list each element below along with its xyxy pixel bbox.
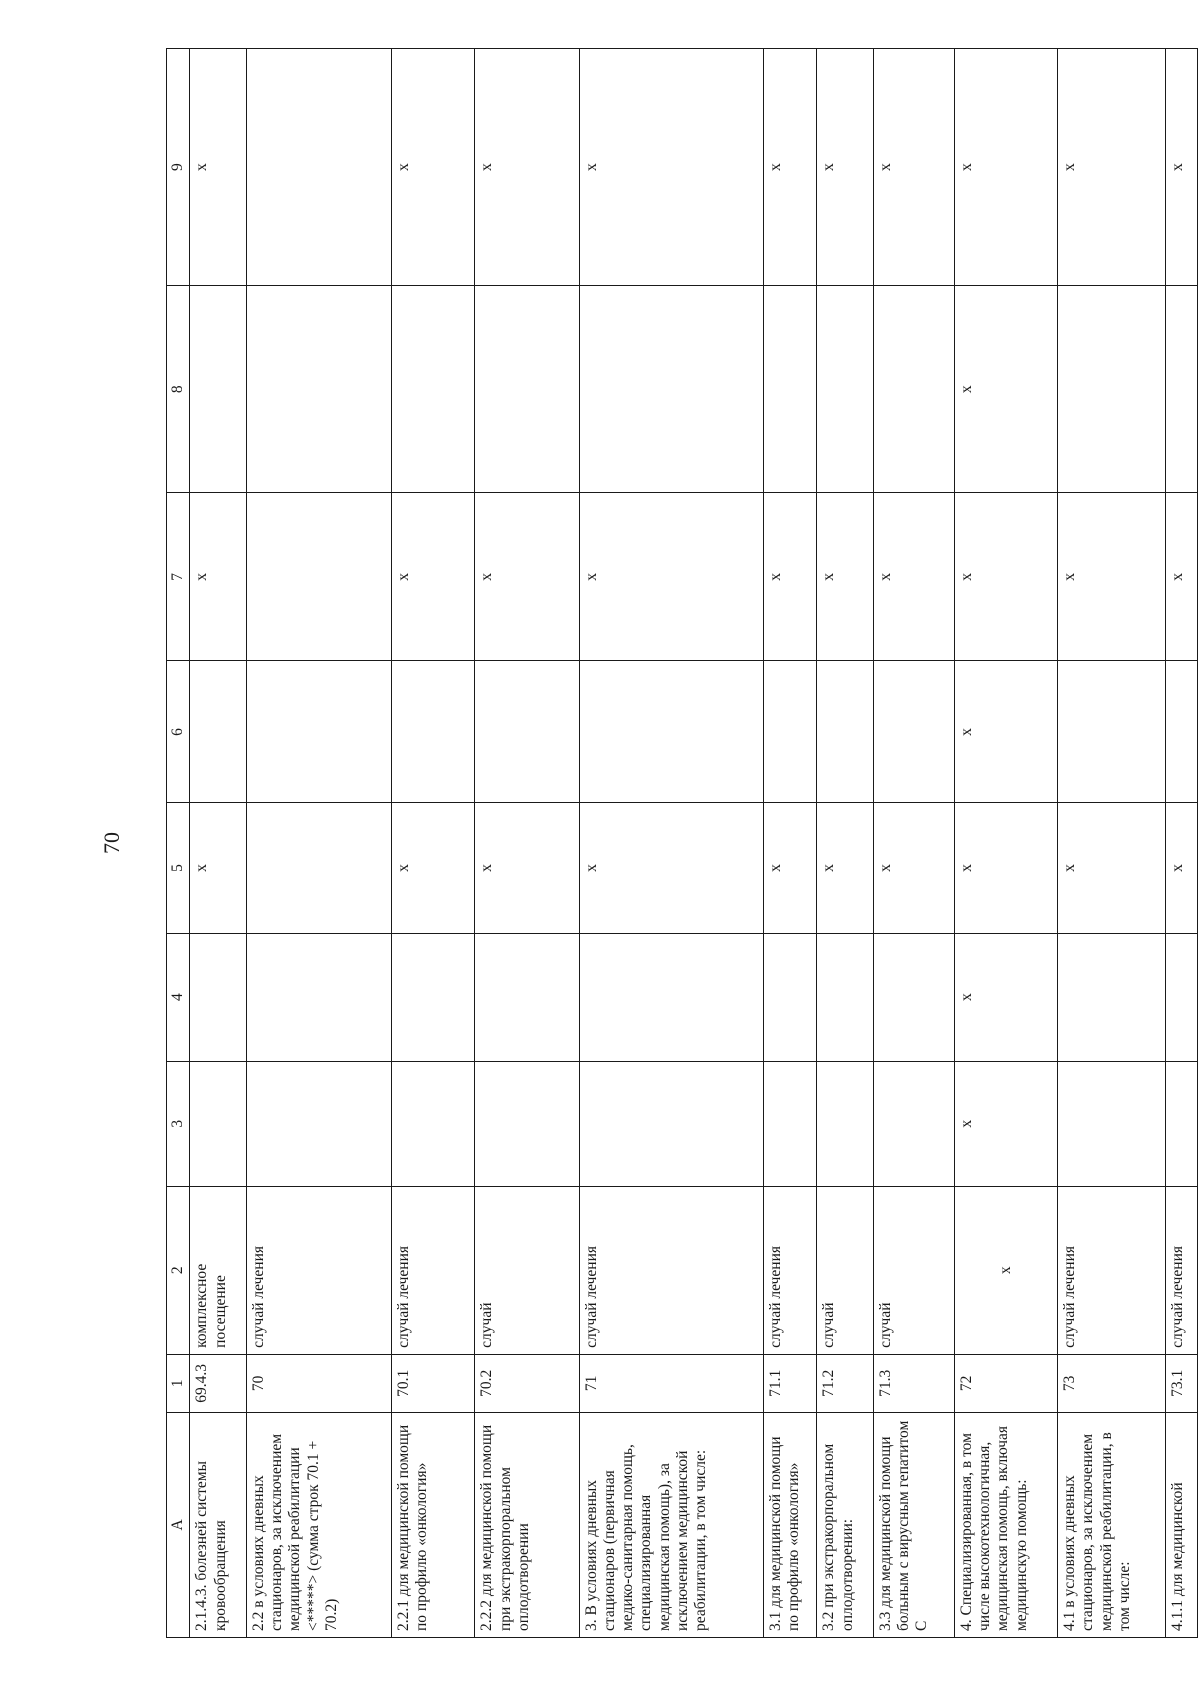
unit-of-measure: случай лечения (579, 1186, 763, 1354)
unit-of-measure: случай лечения (246, 1186, 391, 1354)
cell-col-3 (817, 1061, 874, 1186)
cell-col-4 (246, 933, 391, 1061)
row-label: 4.1.1 для медицинской (1166, 1412, 1198, 1637)
unit-of-measure: случай лечения (763, 1186, 817, 1354)
table-row (391, 49, 475, 1638)
cell-col-7: х (817, 493, 874, 661)
cell-col-7 (246, 493, 391, 661)
unit-of-measure: комплексное посещение (190, 1186, 247, 1354)
cell-col-5: х (579, 803, 763, 933)
table-row (475, 49, 579, 1638)
row-label: 3.1 для медицинской помощи по профилю «онкология» (763, 1412, 817, 1637)
cell-col-7: х (475, 493, 579, 661)
cell-col-4 (1058, 933, 1166, 1061)
cell-col-3 (1058, 1061, 1166, 1186)
cell-col-6 (190, 661, 247, 803)
cell-col-9: х (817, 49, 874, 286)
cell-col-4 (763, 933, 817, 1061)
table-row (1058, 49, 1166, 1638)
cell-col-9: х (475, 49, 579, 286)
row-label: 2.2.2 для медицинской помощи при экстракорпоральном оплодотворении (475, 1412, 579, 1637)
cell-col-7: х (873, 493, 954, 661)
table-row (190, 49, 247, 1638)
cell-col-5: х (475, 803, 579, 933)
unit-of-measure: случай (475, 1186, 579, 1354)
cell-col-9 (246, 49, 391, 286)
col-header-7: 7 (167, 493, 190, 661)
cell-col-8: х (954, 286, 1057, 493)
cell-col-5: х (190, 803, 247, 933)
cell-col-5 (246, 803, 391, 933)
row-number: 70 (246, 1354, 391, 1412)
unit-of-measure: х (954, 1186, 1057, 1354)
cell-col-7: х (1166, 493, 1198, 661)
cell-col-5: х (817, 803, 874, 933)
cell-col-7: х (190, 493, 247, 661)
cell-col-4 (190, 933, 247, 1061)
cell-col-5: х (1166, 803, 1198, 933)
cell-col-7: х (954, 493, 1057, 661)
cell-col-3 (190, 1061, 247, 1186)
cell-col-6 (246, 661, 391, 803)
cell-col-4 (391, 933, 475, 1061)
table-body (190, 49, 1198, 1638)
cell-col-8 (1166, 286, 1198, 493)
cell-col-3 (391, 1061, 475, 1186)
cell-col-6 (1166, 661, 1198, 803)
row-label: 4. Специализированная, в том числе высокотехнологичная, медицинская помощь, включая медицинскую помощь: (954, 1412, 1057, 1637)
table-row (817, 49, 874, 1638)
unit-of-measure: случай (873, 1186, 954, 1354)
table-row (873, 49, 954, 1638)
cell-col-3 (579, 1061, 763, 1186)
cell-col-4 (475, 933, 579, 1061)
row-number: 71.2 (817, 1354, 874, 1412)
cell-col-3 (475, 1061, 579, 1186)
unit-of-measure: случай лечения (1166, 1186, 1198, 1354)
cell-col-9: х (954, 49, 1057, 286)
table-row (954, 49, 1057, 1638)
cell-col-3 (1166, 1061, 1198, 1186)
col-header-8: 8 (167, 286, 190, 493)
row-number: 71 (579, 1354, 763, 1412)
cell-col-6 (817, 661, 874, 803)
cell-col-5: х (763, 803, 817, 933)
cell-col-8 (190, 286, 247, 493)
row-number: 69.4.3 (190, 1354, 247, 1412)
cell-col-5: х (873, 803, 954, 933)
cell-col-3: х (954, 1061, 1057, 1186)
page-number: 70 (99, 832, 124, 854)
row-label: 4.1 в условиях дневных стационаров, за исключением медицинской реабилитации, в том числе: (1058, 1412, 1166, 1637)
cell-col-7: х (391, 493, 475, 661)
cell-col-4 (1166, 933, 1198, 1061)
cell-col-3 (246, 1061, 391, 1186)
cell-col-8 (475, 286, 579, 493)
cell-col-9: х (391, 49, 475, 286)
cell-col-7: х (579, 493, 763, 661)
unit-of-measure: случай лечения (1058, 1186, 1166, 1354)
cell-col-8 (873, 286, 954, 493)
cell-col-4: х (954, 933, 1057, 1061)
row-label: 2.1.4.3. болезней системы кровообращения (190, 1412, 247, 1637)
row-number: 71.3 (873, 1354, 954, 1412)
table-row (1166, 49, 1198, 1638)
cell-col-6 (579, 661, 763, 803)
cell-col-7: х (1058, 493, 1166, 661)
cell-col-5: х (1058, 803, 1166, 933)
row-number: 73.1 (1166, 1354, 1198, 1412)
cell-col-8 (817, 286, 874, 493)
row-label: 2.2 в условиях дневных стационаров, за исключением медицинской реабилитации <*****> (сумма строк 70.1 + 70.2) (246, 1412, 391, 1637)
table-row (246, 49, 391, 1638)
col-header-6: 6 (167, 661, 190, 803)
cell-col-6 (475, 661, 579, 803)
row-label: 3. В условиях дневных стационаров (первичная медико-санитарная помощь, специализированная медицинская помощь), за исключением медицинской реабилитации, в том числе: (579, 1412, 763, 1637)
row-label: 3.2 при экстракорпоральном оплодотворении: (817, 1412, 874, 1637)
row-number: 70.1 (391, 1354, 475, 1412)
cell-col-7: х (763, 493, 817, 661)
col-header-2: 2 (167, 1186, 190, 1354)
col-header-1: 1 (167, 1354, 190, 1412)
cell-col-9: х (190, 49, 247, 286)
data-table (166, 48, 1198, 1638)
row-number: 70.2 (475, 1354, 579, 1412)
cell-col-4 (873, 933, 954, 1061)
cell-col-9: х (1058, 49, 1166, 286)
cell-col-8 (1058, 286, 1166, 493)
col-header-4: 4 (167, 933, 190, 1061)
cell-col-6 (763, 661, 817, 803)
cell-col-8 (246, 286, 391, 493)
row-number: 72 (954, 1354, 1057, 1412)
cell-col-5: х (954, 803, 1057, 933)
cell-col-6 (873, 661, 954, 803)
cell-col-4 (817, 933, 874, 1061)
cell-col-8 (763, 286, 817, 493)
col-header-3: 3 (167, 1061, 190, 1186)
col-header-9: 9 (167, 49, 190, 286)
header-row (167, 49, 190, 1638)
row-label: 2.2.1 для медицинской помощи по профилю «онкология» (391, 1412, 475, 1637)
cell-col-4 (579, 933, 763, 1061)
cell-col-6: х (954, 661, 1057, 803)
col-header-5: 5 (167, 803, 190, 933)
unit-of-measure: случай (817, 1186, 874, 1354)
cell-col-8 (391, 286, 475, 493)
cell-col-9: х (873, 49, 954, 286)
cell-col-3 (873, 1061, 954, 1186)
cell-col-5: х (391, 803, 475, 933)
cell-col-9: х (579, 49, 763, 286)
cell-col-8 (579, 286, 763, 493)
table-row (579, 49, 763, 1638)
unit-of-measure: случай лечения (391, 1186, 475, 1354)
table-row (763, 49, 817, 1638)
rotated-table-container (166, 48, 1198, 1638)
row-number: 71.1 (763, 1354, 817, 1412)
cell-col-9: х (1166, 49, 1198, 286)
cell-col-3 (763, 1061, 817, 1186)
cell-col-6 (1058, 661, 1166, 803)
cell-col-6 (391, 661, 475, 803)
col-header-a: А (167, 1412, 190, 1637)
cell-col-9: х (763, 49, 817, 286)
row-number: 73 (1058, 1354, 1166, 1412)
row-label: 3.3 для медицинской помощи больным с вирусным гепатитом С (873, 1412, 954, 1637)
